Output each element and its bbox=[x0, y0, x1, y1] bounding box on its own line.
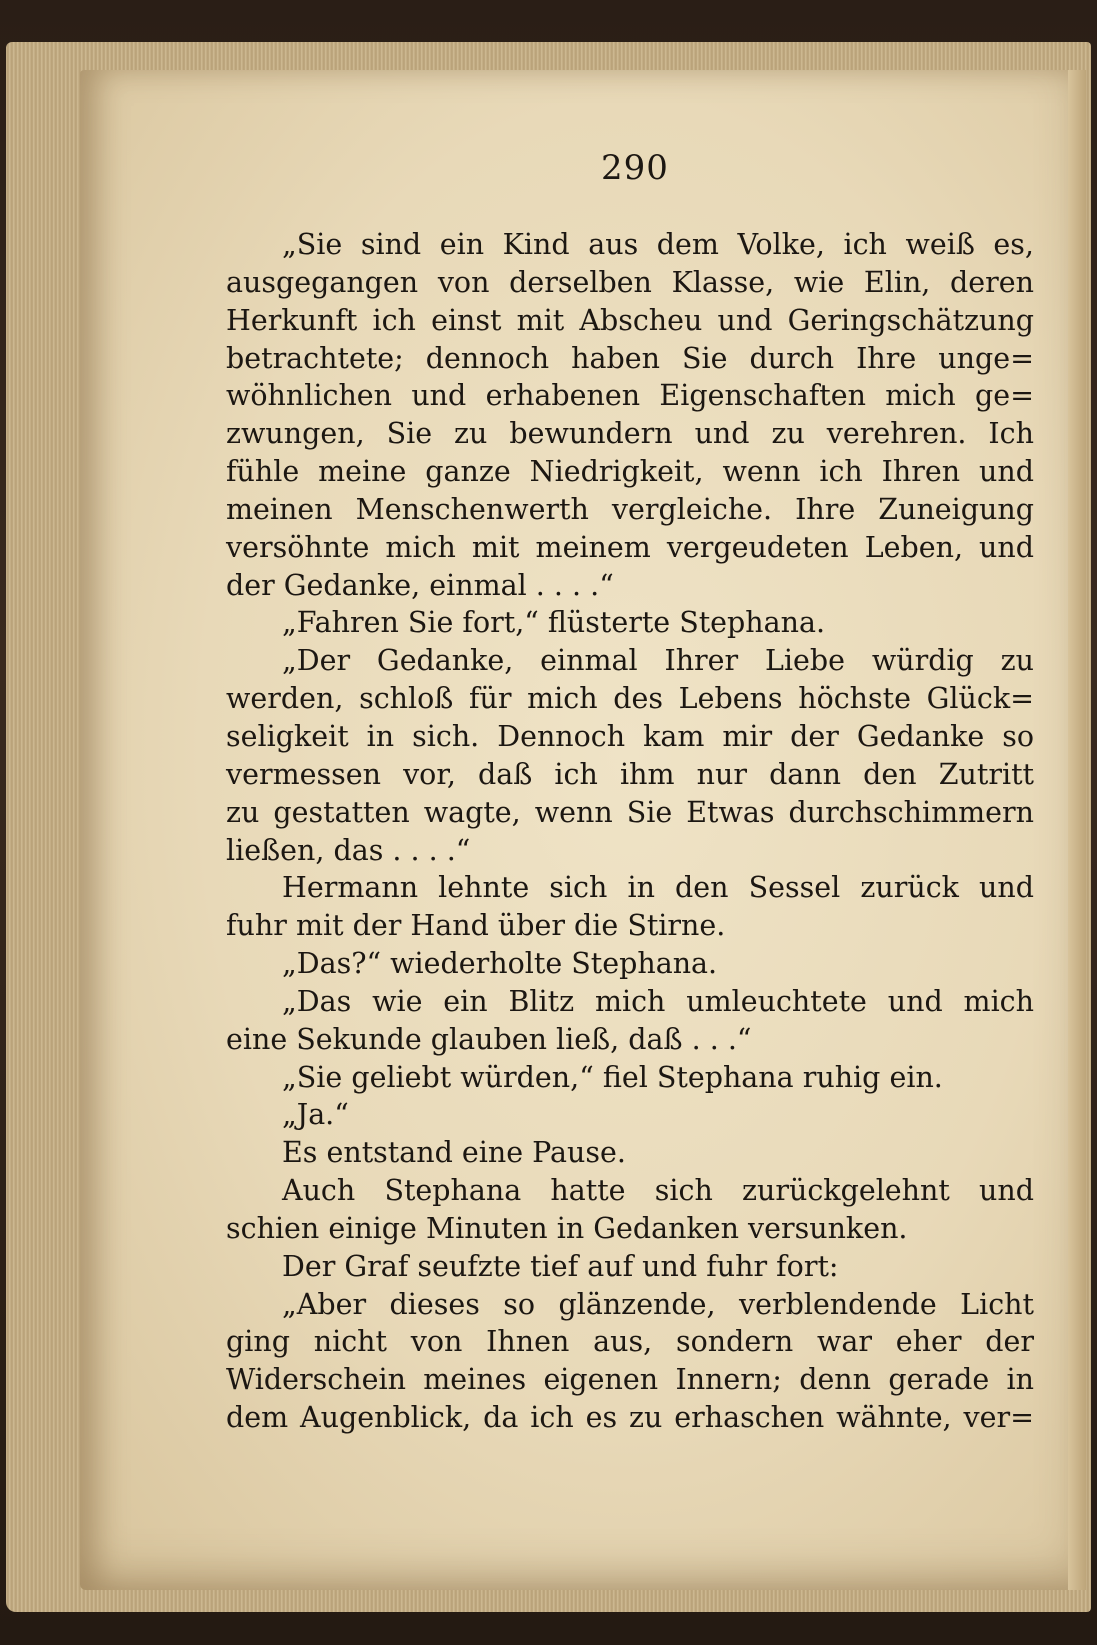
text-line: Auch Stephana hatte sich zurückgelehnt und bbox=[282, 1174, 1034, 1208]
text-line: ausgegangen von derselben Klasse, wie Elin, deren bbox=[226, 265, 1034, 299]
text-line: fuhr mit der Hand über die Stirne. bbox=[226, 909, 726, 943]
body-text bbox=[226, 226, 1034, 1437]
text-line: „Sie sind ein Kind aus dem Volke, ich weiß es, bbox=[282, 228, 1034, 261]
text-line: ließen, das . . . .“ bbox=[226, 833, 471, 867]
text-line: „Ja.“ bbox=[282, 1098, 349, 1132]
text-line: „Aber dieses so glänzende, verblendende Licht bbox=[282, 1287, 1034, 1321]
text-line: wöhnlichen und erhabenen Eigenschaften mich ge= bbox=[226, 379, 1034, 413]
text-line: werden, schloß für mich des Lebens höchste Glück= bbox=[226, 682, 1034, 716]
text-line: ging nicht von Ihnen aus, sondern war eher der bbox=[226, 1325, 1034, 1359]
text-line: eine Sekunde glauben ließ, daß . . .“ bbox=[226, 1022, 752, 1056]
text-line: „Fahren Sie fort,“ flüsterte Stephana. bbox=[282, 606, 826, 640]
text-line: vermessen vor, daß ich ihm nur dann den Zutritt bbox=[226, 757, 1034, 791]
text-line: betrachtete; dennoch haben Sie durch Ihre unge= bbox=[226, 341, 1034, 375]
text-line: seligkeit in sich. Dennoch kam mir der Gedanke so bbox=[226, 719, 1034, 753]
text-line: Es entstand eine Pause. bbox=[282, 1136, 626, 1170]
text-line: fühle meine ganze Niedrigkeit, wenn ich Ihren und bbox=[226, 455, 1034, 489]
text-line: zwungen, Sie zu bewundern und zu verehren. Ich bbox=[226, 417, 1034, 451]
text-line: dem Augenblick, da ich es zu erhaschen wähnte, ver= bbox=[226, 1401, 1034, 1435]
page-number: 290 bbox=[601, 148, 669, 188]
text-line: „Der Gedanke, einmal Ihrer Liebe würdig zu bbox=[282, 644, 1034, 678]
text-line: Widerschein meines eigenen Innern; denn gerade in bbox=[226, 1363, 1034, 1397]
text-line: meinen Menschenwerth vergleiche. Ihre Zuneigung bbox=[226, 492, 1034, 526]
text-line: versöhnte mich mit meinem vergeudeten Leben, und bbox=[226, 530, 1034, 564]
text-line: der Gedanke, einmal . . . .“ bbox=[226, 568, 614, 602]
text-line: Der Graf seufzte tief auf und fuhr fort: bbox=[282, 1249, 839, 1283]
text-line: „Das?“ wiederholte Stephana. bbox=[282, 947, 718, 981]
text-line: zu gestatten wagte, wenn Sie Etwas durchschimmern bbox=[226, 795, 1034, 829]
text-line: „Sie geliebt würden,“ fiel Stephana ruhig ein. bbox=[282, 1060, 943, 1094]
text-line: schien einige Minuten in Gedanken versunken. bbox=[226, 1211, 908, 1245]
right-page-rim bbox=[1068, 70, 1086, 1590]
text-line: Hermann lehnte sich in den Sessel zurück und bbox=[282, 871, 1034, 905]
text-line: „Das wie ein Blitz mich umleuchtete und mich bbox=[282, 984, 1034, 1018]
text-line: Herkunft ich einst mit Abscheu und Geringschätzung bbox=[226, 303, 1034, 337]
